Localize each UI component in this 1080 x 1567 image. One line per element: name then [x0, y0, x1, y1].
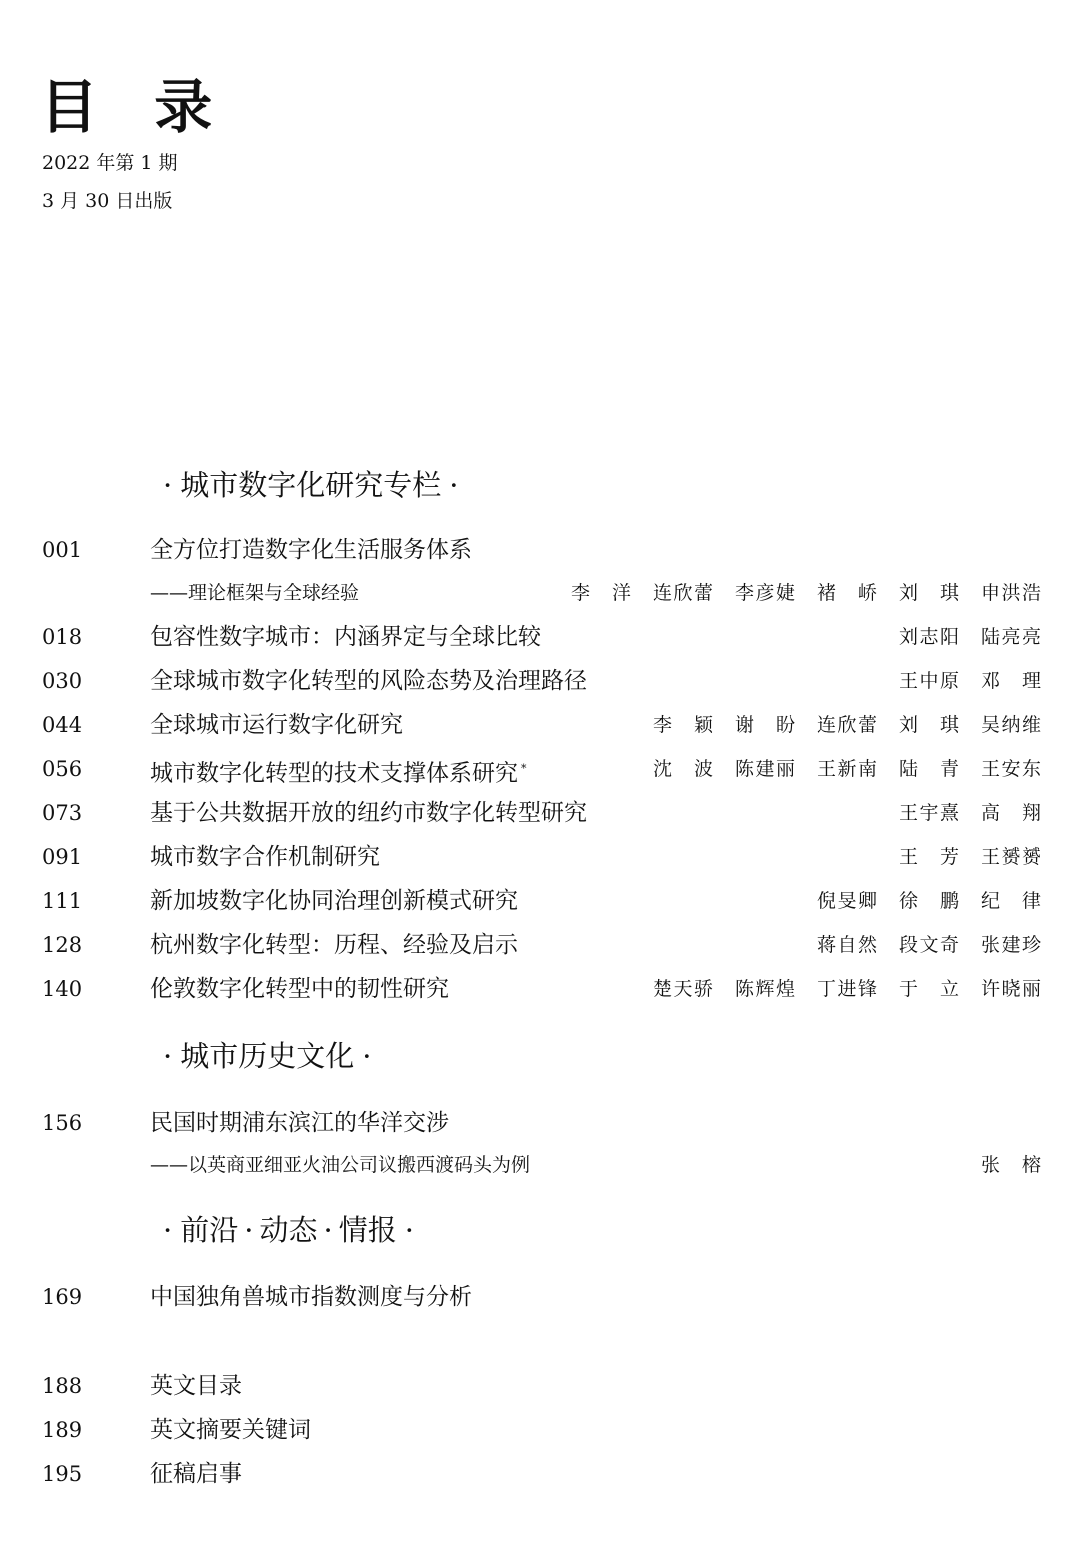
author-name: 沈 波: [653, 758, 713, 780]
section-name: 城市数字化研究专栏: [180, 468, 442, 502]
page-number: 056: [42, 757, 83, 781]
author-name: 许晓丽: [981, 978, 1041, 1000]
section-heading-history: · 城市历史文化 ·: [163, 1039, 372, 1073]
author-name: 楚天骄: [653, 978, 713, 1000]
author-name: 倪旻卿: [817, 890, 877, 912]
title-text: 伦敦数字化转型中的韧性研究: [150, 976, 449, 1002]
author-name: 邓 理: [981, 670, 1041, 692]
toc-row[interactable]: [0, 840, 1080, 874]
author-name: 李彦婕: [735, 582, 795, 604]
page-number: 188: [42, 1374, 83, 1398]
title-text: 城市数字合作机制研究: [150, 844, 380, 870]
author-name: 刘 琪: [899, 582, 959, 604]
article-title[interactable]: [150, 620, 541, 654]
toc-subtitle-row: [0, 576, 1080, 610]
page-number: 091: [42, 845, 83, 869]
article-title[interactable]: [150, 840, 380, 874]
author-name: 蒋自然: [817, 934, 877, 956]
author-name: 纪 律: [981, 890, 1041, 912]
issue-number: 2022 年第 1 期: [42, 152, 178, 174]
author-list: [653, 708, 1041, 742]
author-name: 刘志阳: [899, 626, 959, 648]
page-number: 156: [42, 1111, 83, 1135]
section-name-part: 动态: [259, 1213, 318, 1247]
publication-date: 3 月 30 日出版: [42, 190, 173, 212]
page-number: 128: [42, 933, 83, 957]
author-name: 谢 盼: [735, 714, 795, 736]
author-list: [981, 1148, 1041, 1182]
author-name: 连欣蕾: [653, 582, 713, 604]
author-list: [899, 796, 1041, 830]
page-number: 001: [42, 538, 83, 562]
author-name: 刘 琪: [899, 714, 959, 736]
title-text: 杭州数字化转型：历程、经验及启示: [150, 932, 518, 958]
title-text: 全球城市数字化转型的风险态势及治理路径: [150, 668, 587, 694]
page-title: 目 录: [40, 73, 231, 141]
author-name: 申洪浩: [981, 582, 1041, 604]
author-list: [899, 620, 1041, 654]
toc-row[interactable]: [0, 620, 1080, 654]
page-number: 073: [42, 801, 83, 825]
author-name: 丁进锋: [817, 978, 877, 1000]
article-title[interactable]: [150, 796, 587, 830]
author-name: 褚 峤: [817, 582, 877, 604]
article-title[interactable]: [150, 928, 518, 962]
title-text: 基于公共数据开放的纽约市数字化转型研究: [150, 800, 587, 826]
author-name: 段文奇: [899, 934, 959, 956]
title-text: 征稿启事: [150, 1461, 242, 1487]
toc-row[interactable]: [0, 1457, 1080, 1491]
title-text: 全球城市运行数字化研究: [150, 712, 403, 738]
author-name: 王 芳: [899, 846, 959, 868]
section-name-part: 前沿: [180, 1213, 239, 1247]
toc-row[interactable]: [0, 752, 1080, 786]
author-name: 李 颖: [653, 714, 713, 736]
footnote-marker: *: [521, 762, 527, 775]
toc-row[interactable]: [0, 796, 1080, 830]
author-name: 徐 鹏: [899, 890, 959, 912]
author-name: 陆亮亮: [981, 626, 1041, 648]
toc-row[interactable]: [0, 708, 1080, 742]
author-name: 连欣蕾: [817, 714, 877, 736]
author-name: 陆 青: [899, 758, 959, 780]
article-title[interactable]: [150, 533, 472, 567]
title-text: 新加坡数字化协同治理创新模式研究: [150, 888, 518, 914]
title-text: 城市数字化转型的技术支撑体系研究: [150, 760, 518, 787]
author-list: [653, 972, 1041, 1006]
page-number: 018: [42, 625, 83, 649]
section-heading-digital: · 城市数字化研究专栏 ·: [163, 468, 459, 502]
author-name: 高 翔: [981, 802, 1041, 824]
toc-row[interactable]: [0, 928, 1080, 962]
article-title[interactable]: [150, 1280, 472, 1314]
article-title[interactable]: [150, 1106, 449, 1140]
author-name: 王新南: [817, 758, 877, 780]
title-text: 民国时期浦东滨江的华洋交涉: [150, 1110, 449, 1136]
article-subtitle: [150, 576, 359, 610]
article-title[interactable]: [150, 884, 518, 918]
author-name: 李 洋: [571, 582, 631, 604]
toc-row[interactable]: [0, 1106, 1080, 1140]
author-list: [899, 664, 1041, 698]
toc-row[interactable]: [0, 664, 1080, 698]
author-name: 张建珍: [981, 934, 1041, 956]
article-title[interactable]: [150, 972, 449, 1006]
toc-subtitle-row: [0, 1148, 1080, 1182]
toc-row[interactable]: [0, 972, 1080, 1006]
author-list: [571, 576, 1041, 610]
author-name: 王赟赟: [981, 846, 1041, 868]
author-name: 于 立: [899, 978, 959, 1000]
title-text: 英文摘要关键词: [150, 1417, 311, 1443]
toc-row[interactable]: [0, 1413, 1080, 1447]
author-list: [653, 752, 1041, 786]
title-text: 英文目录: [150, 1373, 242, 1399]
toc-row[interactable]: [0, 1280, 1080, 1314]
toc-row[interactable]: [0, 884, 1080, 918]
page-number: 111: [42, 889, 83, 913]
toc-row[interactable]: [0, 533, 1080, 567]
toc-row[interactable]: [0, 1369, 1080, 1403]
author-list: [817, 928, 1041, 962]
article-title[interactable]: [150, 708, 403, 742]
page-number: 140: [42, 977, 83, 1001]
author-list: [817, 884, 1041, 918]
author-name: 王宇熹: [899, 802, 959, 824]
section-name-part: 情报: [338, 1213, 397, 1247]
title-text: 全方位打造数字化生活服务体系: [150, 537, 472, 563]
author-name: 吴纳维: [981, 714, 1041, 736]
author-name: 陈辉煌: [735, 978, 795, 1000]
author-name: 王中原: [899, 670, 959, 692]
page-number: 169: [42, 1285, 83, 1309]
author-name: 张 榕: [981, 1154, 1041, 1176]
subtitle-text: ——理论框架与全球经验: [150, 582, 360, 604]
article-title[interactable]: [150, 1457, 242, 1491]
section-heading-frontier: · 前沿 · 动态 · 情报 ·: [163, 1213, 414, 1247]
page-number: 044: [42, 713, 83, 737]
page-number: 195: [42, 1462, 83, 1486]
page-number: 030: [42, 669, 83, 693]
section-name: 城市历史文化: [180, 1039, 355, 1073]
article-subtitle: [150, 1148, 530, 1182]
article-title[interactable]: [150, 664, 587, 698]
article-title[interactable]: [150, 1369, 242, 1403]
author-name: 陈建丽: [735, 758, 795, 780]
article-title[interactable]: [150, 752, 527, 791]
title-text: 包容性数字城市：内涵界定与全球比较: [150, 624, 541, 650]
author-list: [899, 840, 1041, 874]
author-name: 王安东: [981, 758, 1041, 780]
article-title[interactable]: [150, 1413, 311, 1447]
subtitle-text: ——以英商亚细亚火油公司议搬西渡码头为例: [150, 1154, 531, 1176]
page-number: 189: [42, 1418, 83, 1442]
title-text: 中国独角兽城市指数测度与分析: [150, 1284, 472, 1310]
